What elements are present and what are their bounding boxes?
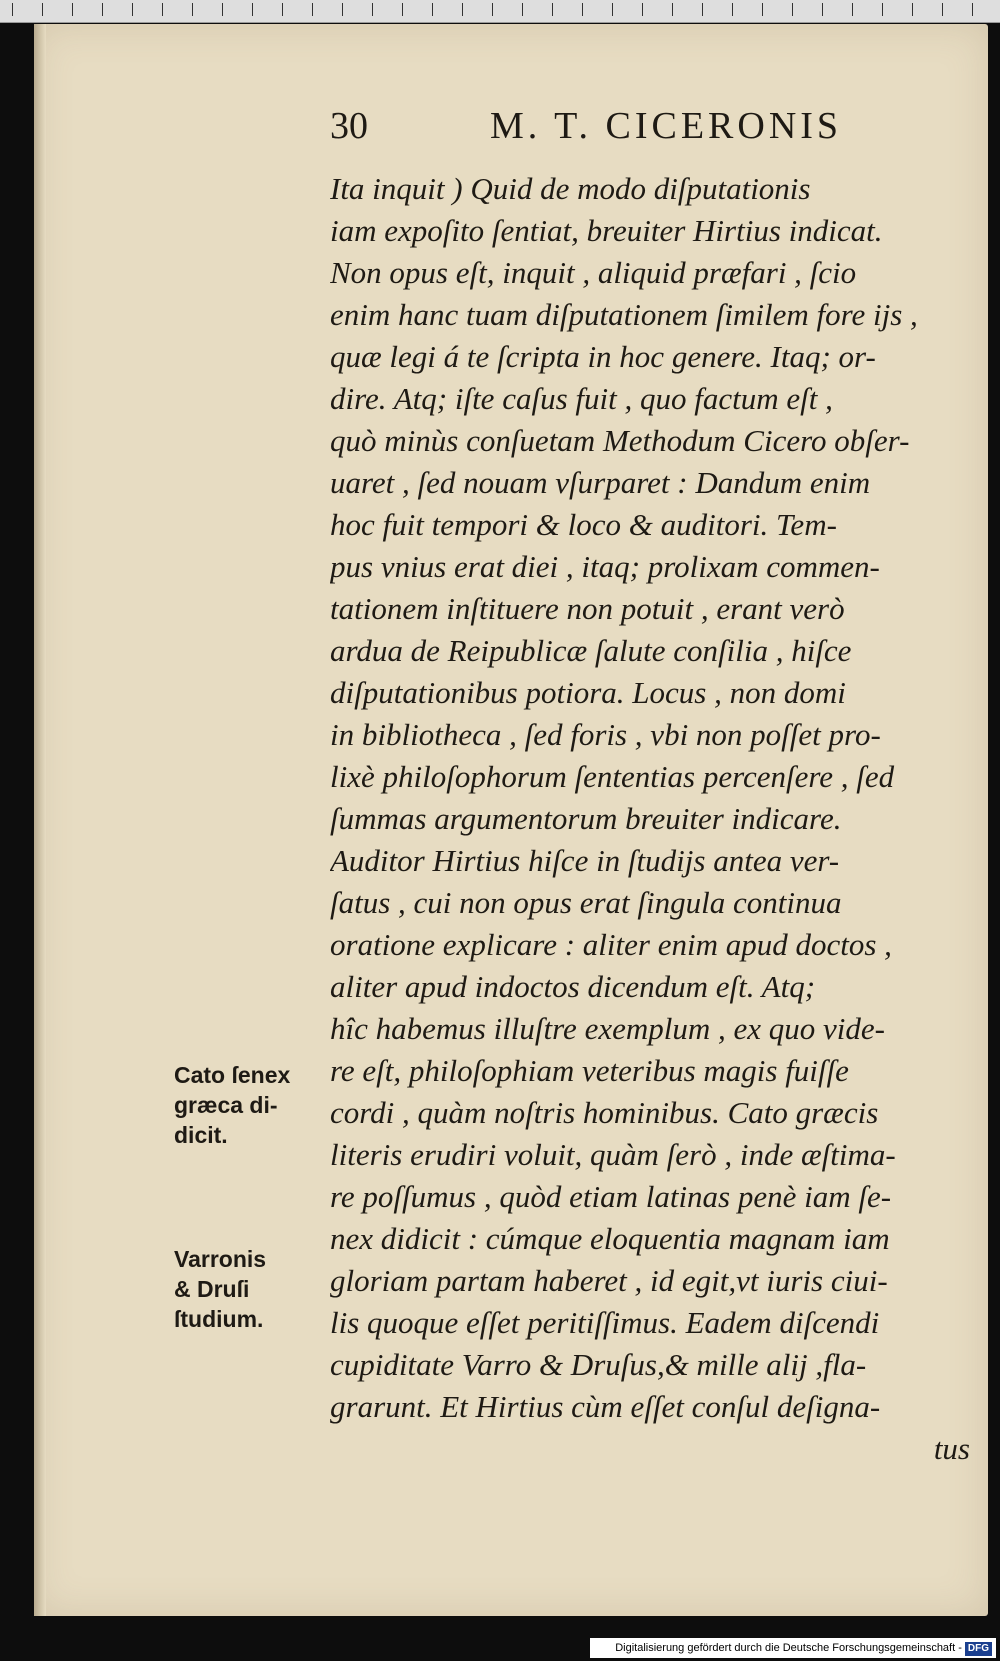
- scale-tick: [642, 3, 643, 16]
- page-header: [330, 104, 930, 154]
- scale-tick: [492, 3, 493, 16]
- text-line: lixè philoſophorum ſententias percenſere , ſed: [330, 759, 895, 794]
- text-line: pus vnius erat diei , itaq; prolixam commen-: [330, 549, 880, 584]
- text-line: lis quoque eſſet peritiſſimus. Eadem diſcendi: [330, 1305, 880, 1340]
- text-line: hîc habemus illuſtre exemplum , ex quo vide-: [330, 1011, 885, 1046]
- text-line: ardua de Reipublicæ ſalute conſilia , hiſce: [330, 633, 852, 668]
- page-gutter-shadow: [34, 24, 46, 1616]
- scale-tick: [612, 3, 613, 16]
- text-line: tus: [933, 1431, 970, 1466]
- margin-note-line: ſtudium.: [174, 1306, 264, 1332]
- text-line: re poſſumus , quòd etiam latinas penè iam ſe-: [330, 1179, 892, 1214]
- scale-tick: [762, 3, 763, 16]
- text-line: Auditor Hirtius hiſce in ſtudijs antea ver-: [330, 843, 840, 878]
- scale-tick: [162, 3, 163, 16]
- scale-tick: [732, 3, 733, 16]
- text-line: hoc fuit tempori & loco & auditori. Tem-: [330, 507, 837, 542]
- text-line: nex didicit : cúmque eloquentia magnam iam: [330, 1221, 890, 1256]
- scale-tick: [822, 3, 823, 16]
- text-line: ſatus , cui non opus erat ſingula continua: [330, 885, 842, 920]
- scale-tick: [792, 3, 793, 16]
- text-line: Ita inquit ) Quid de modo diſputationis: [330, 171, 811, 206]
- text-line: Non opus eſt, inquit , aliquid præfari , ſcio: [330, 255, 857, 290]
- scale-tick: [432, 3, 433, 16]
- body-text: [330, 168, 970, 1470]
- text-line: aliter apud indoctos dicendum eſt. Atq;: [330, 969, 816, 1004]
- text-line: cupiditate Varro & Druſus,& mille alij ,fla-: [330, 1347, 867, 1382]
- margin-note-line: Varronis: [174, 1246, 267, 1272]
- text-line: tationem inſtituere non potuit , erant verò: [330, 591, 845, 626]
- text-line: grarunt. Et Hirtius cùm eſſet conſul deſigna-: [330, 1389, 881, 1424]
- scale-tick: [312, 3, 313, 16]
- scale-tick: [462, 3, 463, 16]
- scale-tick: [222, 3, 223, 16]
- text-line: dire. Atq; iſte caſus fuit , quo factum eſt ,: [330, 381, 833, 416]
- text-line: diſputationibus potiora. Locus , non domi: [330, 675, 846, 710]
- text-line: quæ legi á te ſcripta in hoc genere. Itaq; or-: [330, 339, 876, 374]
- scale-tick: [852, 3, 853, 16]
- scale-tick: [912, 3, 913, 16]
- text-line: enim hanc tuam diſputationem ſimilem fore ijs ,: [330, 297, 918, 332]
- scale-tick: [342, 3, 343, 16]
- scan-scale-strip: [0, 0, 1000, 23]
- margin-note-line: dicit.: [174, 1122, 228, 1148]
- margin-note-line: græca di-: [174, 1092, 278, 1118]
- text-line: oratione explicare : aliter enim apud doctos ,: [330, 927, 892, 962]
- scale-tick: [102, 3, 103, 16]
- text-line: cordi , quàm noſtris hominibus. Cato græcis: [330, 1095, 879, 1130]
- scale-tick: [702, 3, 703, 16]
- margin-note-line: Cato ſenex: [174, 1062, 291, 1088]
- text-line: ſummas argumentorum breuiter indicare.: [330, 801, 842, 836]
- scale-tick: [882, 3, 883, 16]
- text-line: gloriam partam haberet , id egit,vt iuris ciui-: [330, 1263, 888, 1298]
- margin-note-varro: [174, 1244, 324, 1334]
- text-line: in bibliotheca , ſed foris , vbi non poſſet pro-: [330, 717, 881, 752]
- scale-tick: [132, 3, 133, 16]
- scale-tick: [402, 3, 403, 16]
- scale-tick: [582, 3, 583, 16]
- scale-tick: [672, 3, 673, 16]
- scale-tick: [192, 3, 193, 16]
- scale-tick: [72, 3, 73, 16]
- scale-tick: [282, 3, 283, 16]
- text-line: re eſt, philoſophiam veteribus magis fuiſſe: [330, 1053, 849, 1088]
- scale-tick: [942, 3, 943, 16]
- scale-tick: [552, 3, 553, 16]
- dfg-logo: DFG: [965, 1642, 992, 1656]
- scale-tick: [372, 3, 373, 16]
- scale-tick: [522, 3, 523, 16]
- margin-note-cato: [174, 1060, 324, 1150]
- running-head: M. T. CICERONIS: [490, 105, 843, 147]
- text-line: quò minùs conſuetam Methodum Cicero obſer-: [330, 423, 910, 458]
- digitization-notice: Digitalisierung gefördert durch die Deutsche Forschungsgemeinschaft -: [615, 1642, 962, 1654]
- text-line: uaret , ſed nouam vſurparet : Dandum enim: [330, 465, 871, 500]
- text-line: iam expoſito ſentiat, breuiter Hirtius indicat.: [330, 213, 883, 248]
- scale-tick: [42, 3, 43, 16]
- page-number: 30: [330, 105, 368, 147]
- margin-note-line: & Druſi: [174, 1276, 250, 1302]
- scale-tick: [12, 3, 13, 16]
- digitization-footer: [590, 1638, 996, 1658]
- scale-tick: [252, 3, 253, 16]
- text-line: literis erudiri voluit, quàm ſerò , inde æſtima-: [330, 1137, 896, 1172]
- scale-tick: [972, 3, 973, 16]
